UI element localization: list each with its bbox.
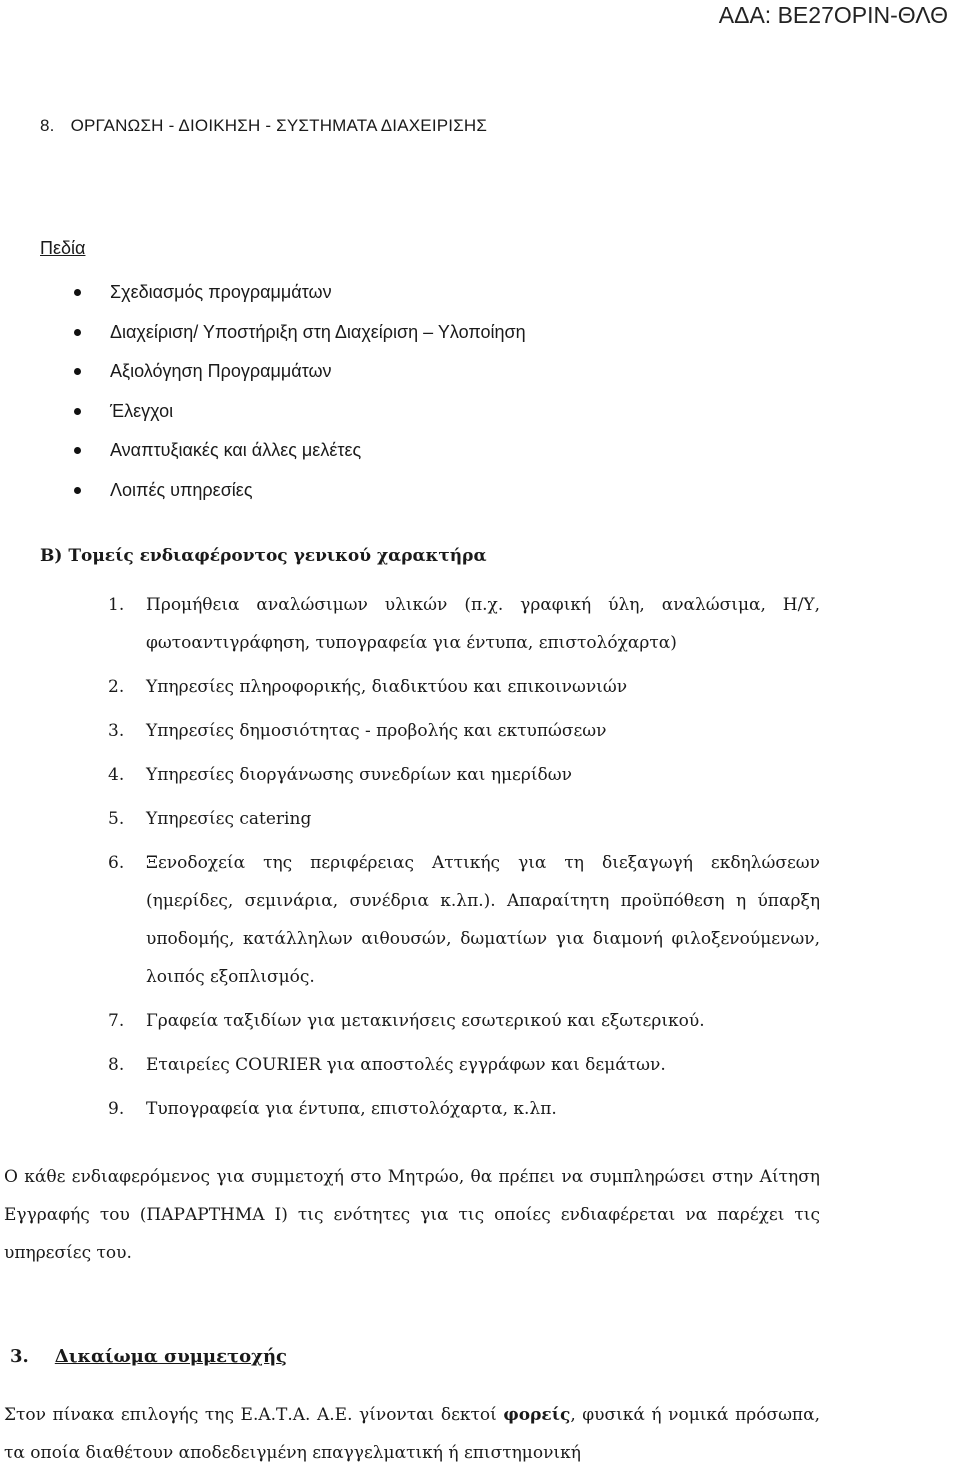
- bullet-icon: [74, 289, 81, 296]
- list-item-text: Υπηρεσίες πληροφορικής, διαδικτύου και επικοινωνιών: [146, 677, 628, 697]
- list-item-number: 7.: [108, 1011, 125, 1031]
- sectors-list: [0, 586, 960, 1134]
- list-item-text: Υπηρεσίες δημοσιότητας - προβολής και εκτυπώσεων: [146, 721, 607, 741]
- list-item-text: Υπηρεσίες διοργάνωσης συνεδρίων και ημερίδων: [146, 765, 572, 785]
- participation-text-start: Στον πίνακα επιλογής της Ε.Α.Τ.Α. Α.Ε. γίνονται δεκτοί: [4, 1405, 504, 1425]
- ada-code: ΑΔΑ: ΒΕ27ΟΡΙΝ-ΘΛΘ: [718, 2, 948, 28]
- list-item-text: Έλεγχοι: [110, 400, 174, 421]
- subsection-heading: [10, 1346, 287, 1367]
- list-item: [0, 668, 820, 706]
- list-item: [0, 1002, 820, 1040]
- list-item-text: Σχεδιασμός προγραμμάτων: [110, 282, 332, 302]
- sectors-title: Β) Τομείς ενδιαφέροντος γενικού χαρακτήρα: [40, 546, 487, 566]
- list-item-number: 6.: [108, 853, 125, 873]
- list-item: [0, 844, 820, 996]
- list-item-text: Γραφεία ταξιδίων για μετακινήσεις εσωτερικού και εξωτερικού.: [146, 1011, 705, 1031]
- bullet-icon: [74, 447, 81, 454]
- list-item-number: 3.: [108, 721, 125, 741]
- participation-bold-term: φορείς: [503, 1405, 571, 1425]
- list-item-text: Ξενοδοχεία της περιφέρειας Αττικής για τη διεξαγωγή εκδηλώσεων (ημερίδες, σεμινάρια, συνέδρια κ.λπ.). Απαραίτητη προϋπόθεση η ύπαρξη υποδομής, κατάλληλων αιθουσών, δωματίων για διαμονή φιλοξενούμενων, λοιπός εξοπλισμός.: [146, 853, 820, 987]
- subsection-number: 3.: [10, 1346, 29, 1367]
- participation-paragraph: [4, 1396, 820, 1466]
- list-item: [0, 712, 820, 750]
- subsection-title: Δικαίωμα συμμετοχής: [54, 1346, 288, 1367]
- list-item: [0, 278, 526, 318]
- participation-text-end: , φυσικά ή νομικά πρόσωπα, τα οποία διαθέτουν αποδεδειγμένη επαγγελματική ή επιστημονική: [4, 1405, 820, 1463]
- list-item-text: Προμήθεια αναλώσιμων υλικών (π.χ. γραφική ύλη, αναλώσιμα, Η/Υ, φωτοαντιγράφηση, τυπογραφεία για έντυπα, επιστολόχαρτα): [146, 595, 820, 653]
- list-item-number: 9.: [108, 1099, 125, 1119]
- list-item: [0, 800, 820, 838]
- fields-title: Πεδία: [40, 238, 86, 258]
- list-item-number: 8.: [108, 1055, 125, 1075]
- list-item-number: 1.: [108, 595, 125, 615]
- list-item-number: 5.: [108, 809, 125, 829]
- list-item-text: Υπηρεσίες catering: [146, 809, 312, 829]
- list-item: [0, 586, 820, 662]
- fields-list: [0, 278, 526, 515]
- list-item: [0, 397, 526, 437]
- list-item-text: Διαχείριση/ Υποστήριξη στη Διαχείριση – Υλοποίηση: [110, 321, 526, 342]
- bullet-icon: [74, 368, 81, 375]
- list-item-number: 2.: [108, 677, 125, 697]
- list-item: [0, 436, 526, 476]
- list-item-text: Αξιολόγηση Προγραμμάτων: [110, 361, 332, 381]
- list-item: [0, 756, 820, 794]
- list-item-text: Αναπτυξιακές και άλλες μελέτες: [110, 440, 362, 460]
- list-item-text: Εταιρείες COURIER για αποστολές εγγράφων και δεμάτων.: [146, 1055, 666, 1075]
- list-item-text: Τυπογραφεία για έντυπα, επιστολόχαρτα, κ.λπ.: [146, 1099, 557, 1119]
- list-item-text: Λοιπές υπηρεσίες: [110, 479, 253, 500]
- list-item: [0, 357, 526, 397]
- list-item: [0, 1090, 820, 1128]
- list-item: [0, 318, 526, 358]
- list-item: [0, 1046, 820, 1084]
- bullet-icon: [74, 329, 81, 336]
- section-title: ΟΡΓΑΝΩΣΗ - ΔΙΟΙΚΗΣΗ - ΣΥΣΤΗΜΑΤΑ ΔΙΑΧΕΙΡΙΣΗΣ: [70, 116, 488, 135]
- list-item-number: 4.: [108, 765, 125, 785]
- list-item: [0, 476, 526, 516]
- section-number: 8.: [40, 116, 55, 135]
- bullet-icon: [74, 487, 81, 494]
- instructions-paragraph: Ο κάθε ενδιαφερόμενος για συμμετοχή στο Μητρώο, θα πρέπει να συμπληρώσει στην Αίτηση Εγγραφής του (ΠΑΡΑΡΤΗΜΑ Ι) τις ενότητες για τις οποίες ενδιαφέρεται να παρέχει τις υπηρεσίες του.: [4, 1167, 820, 1263]
- section-heading: [40, 116, 487, 136]
- bullet-icon: [74, 408, 81, 415]
